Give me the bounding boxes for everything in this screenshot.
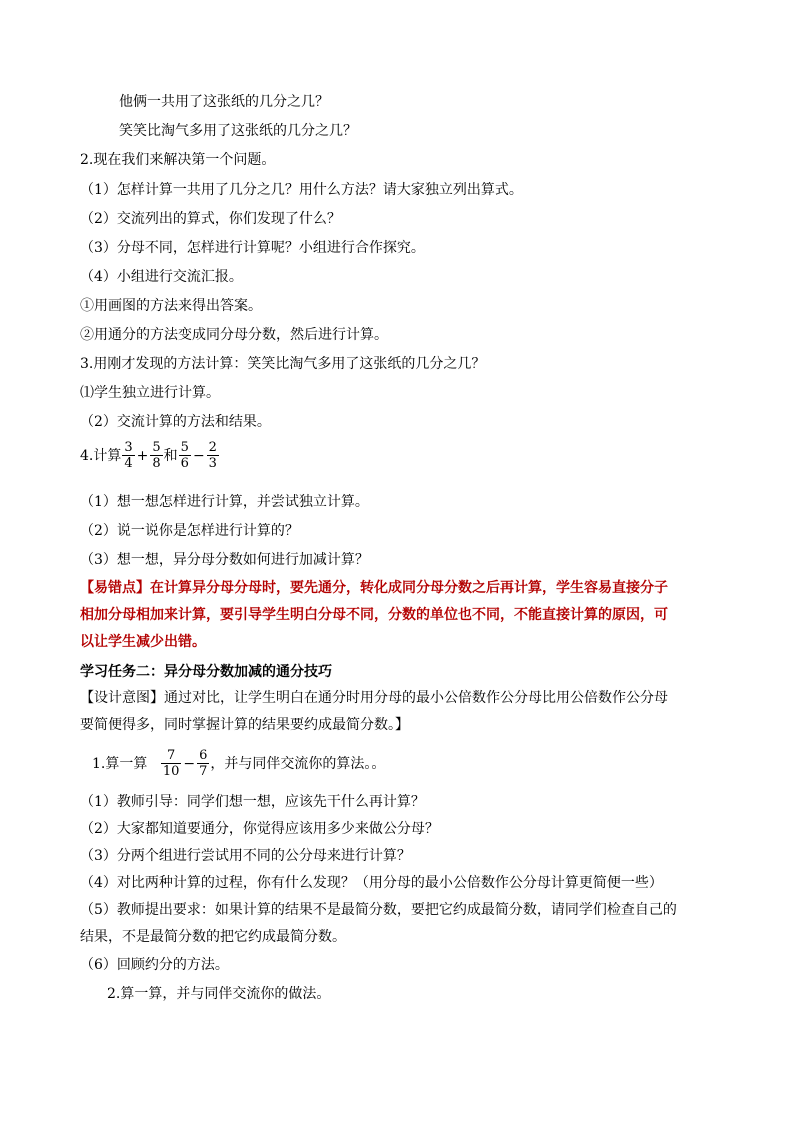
minus-sign: − bbox=[183, 755, 196, 772]
error-prone-note: 【易错点】在计算异分母分母时，要先通分，转化成同分母分数之后再计算，学生容易直接分子相加分母相加来计算，要引导学生明白分母不同，分数的单位也不同，不能直接计算的原因，可以让学生减少出错。 bbox=[80, 580, 668, 650]
fraction bbox=[197, 748, 209, 779]
text-line: （2）大家都知道要通分，你觉得应该用多少来做公分母？ bbox=[80, 821, 439, 837]
numerator: 5 bbox=[152, 440, 161, 455]
text-line: （2）交流列出的算式，你们发现了什么？ bbox=[80, 211, 341, 227]
text-line: 2.算一算，并与同伴交流你的做法。 bbox=[107, 986, 331, 1002]
text-line: （1）教师引导：同学们想一想，应该先干什么再计算？ bbox=[80, 794, 425, 810]
text-line: （4）对比两种计算的过程，你有什么发现？（用分母的最小公倍数作公分母计算更简便一些） bbox=[80, 875, 663, 891]
equation-line bbox=[80, 440, 220, 471]
conjunction: 和 bbox=[163, 447, 178, 464]
text-line: （1）怎样计算一共用了几分之几？用什么方法？请大家独立列出算式。 bbox=[80, 182, 523, 198]
text-line: （3）想一想，异分母分数如何进行加减计算？ bbox=[80, 552, 369, 568]
text-line: 2.现在我们来解决第一个问题。 bbox=[80, 152, 276, 168]
numerator: 3 bbox=[124, 440, 133, 455]
denominator: 10 bbox=[162, 764, 180, 779]
text-line: （2）说一说你是怎样进行计算的？ bbox=[80, 523, 299, 539]
equation-prefix: 4.计算 bbox=[80, 447, 122, 464]
text-paragraph: （5）教师提出要求：如果计算的结果不是最简分数，要把它约成最简分数，请同学们检查自己的结果，不是最简分数的把它约成最简分数。 bbox=[80, 902, 677, 945]
fraction bbox=[150, 440, 162, 471]
denominator: 6 bbox=[180, 456, 189, 471]
minus-sign: − bbox=[192, 447, 205, 464]
equation-prefix: 1.算一算 bbox=[92, 755, 148, 772]
text-line: ②用通分的方法变成同分母分数，然后进行计算。 bbox=[80, 327, 388, 343]
text-line: （4）小组进行交流汇报。 bbox=[80, 269, 243, 285]
numerator: 6 bbox=[199, 748, 208, 763]
denominator: 3 bbox=[208, 456, 217, 471]
denominator: 4 bbox=[124, 456, 133, 471]
equation-suffix: ，并与同伴交流你的算法。。 bbox=[210, 755, 386, 772]
plus-sign: + bbox=[136, 447, 149, 464]
fraction bbox=[207, 440, 219, 471]
text-line: 他俩一共用了这张纸的几分之几？ bbox=[119, 94, 329, 110]
text-line: （6）回顾约分的方法。 bbox=[80, 957, 229, 973]
design-intent: 【设计意图】通过对比，让学生明白在通分时用分母的最小公倍数作公分母比用公倍数作公分母要简便得多，同时掌握计算的结果要约成最简分数。】 bbox=[80, 690, 668, 733]
denominator: 8 bbox=[152, 456, 161, 471]
text-line: 笑笑比淘气多用了这张纸的几分之几？ bbox=[119, 123, 357, 139]
numerator: 5 bbox=[180, 440, 189, 455]
section-heading: 学习任务二：异分母分数加减的通分技巧 bbox=[80, 664, 332, 680]
text-line: （2）交流计算的方法和结果。 bbox=[80, 414, 271, 430]
text-line: （3）分母不同，怎样进行计算呢？小组进行合作探究。 bbox=[80, 240, 425, 256]
text-line: （3）分两个组进行尝试用不同的公分母来进行计算？ bbox=[80, 848, 411, 864]
fraction bbox=[161, 748, 182, 779]
text-line: 3.用刚才发现的方法计算：笑笑比淘气多用了这张纸的几分之几？ bbox=[80, 356, 486, 372]
text-line: （1）想一想怎样进行计算，并尝试独立计算。 bbox=[80, 494, 369, 510]
text-line: ⑴学生独立进行计算。 bbox=[80, 385, 220, 401]
fraction bbox=[122, 440, 134, 471]
numerator: 2 bbox=[208, 440, 217, 455]
fraction bbox=[179, 440, 191, 471]
numerator: 7 bbox=[161, 748, 182, 764]
equation-line bbox=[92, 748, 385, 779]
text-line: ①用画图的方法来得出答案。 bbox=[80, 298, 262, 314]
denominator: 7 bbox=[199, 764, 208, 779]
